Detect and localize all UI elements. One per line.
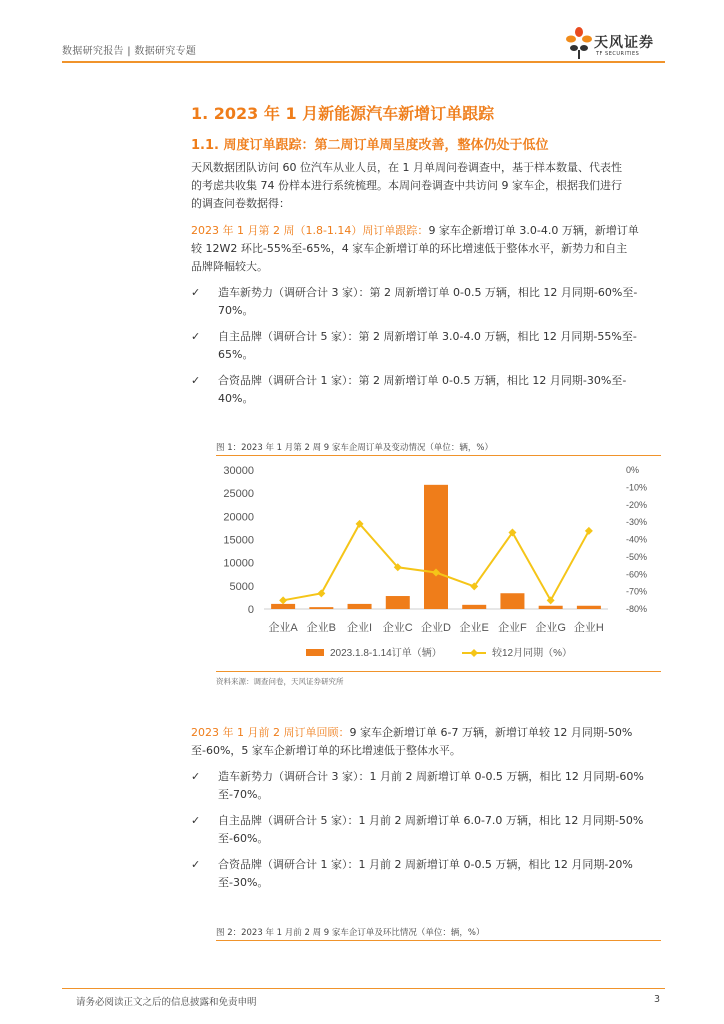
left-axis-tick-label: 25000 [223,488,254,501]
week2-line: 较 12W2 环比-55%至-65%，4 家车企新增订单的环比增速低于整体水平，新势力和自主 [191,242,628,255]
bar-企业C [386,596,410,609]
week2-line1-rest: 9 家车企新增订单 3.0-4.0 万辆，新增订单 [428,224,639,237]
bar-企业A [271,604,295,609]
cumulative-line: 至-60%，5 家车企新增订单的环比增速低于整体水平。 [191,744,461,757]
cumulative-line [191,724,666,742]
yoy-point-企业G [547,596,555,604]
left-axis-tick-label: 30000 [223,465,254,477]
right-axis-tick-label: -70% [626,586,648,597]
week2-lead: 2023 年 1 月第 2 周（1.8-1.14）周订单跟踪： [191,224,429,237]
check-icon: ✓ [191,330,201,343]
bar-企业E [462,605,486,609]
right-axis-tick-label: -30% [626,517,648,528]
cumulative-lead: 2023 年 1 月前 2 周订单回顾： [191,726,350,739]
right-axis-tick-label: -80% [626,604,648,614]
week2-line [191,222,666,240]
bullet-line: 至-70%。 [218,788,269,801]
yoy-point-企业B [317,589,325,597]
intro-line: 的考虑共收集 74 份样本进行系统梳理。本周问卷调查中共访问 9 家车企，根据我们进行 [191,179,622,192]
bullet-line: 合资品牌（调研合计 1 家）：第 2 周新增订单 0-0.5 万辆，相比 12 月同期-30%至- [218,374,627,387]
subsection-heading: 1.1. 周度订单跟踪：第二周订单周呈度改善，整体仍处于低位 [191,138,549,153]
logo-subtitle: TF SECURITIES [596,51,640,57]
header-divider [62,61,665,63]
left-axis-tick-label: 0 [247,604,254,616]
right-axis-tick-label: -50% [626,551,648,562]
left-axis-tick-label: 10000 [223,557,254,570]
bullet-line: 65%。 [218,348,254,361]
legend-bar-label: 2023.1.8-1.14订单（辆） [330,648,442,659]
bullet-line: 自主品牌（调研合计 5 家）：第 2 周新增订单 3.0-4.0 万辆，相比 12 月同期-55%至- [218,330,637,343]
footer-disclaimer: 请务必阅读正文之后的信息披露和免责申明 [76,997,257,1008]
legend-line-label: 较12月同期（%） [492,648,573,659]
bullet-line: 至-30%。 [218,876,269,889]
figure1-source: 资料来源：调查问卷，天风证券研究所 [216,677,344,686]
check-icon: ✓ [191,814,201,827]
legend-bar-swatch [306,649,324,656]
bullet-line: 造车新势力（调研合计 3 家）：1 月前 2 周新增订单 0-0.5 万辆，相比 12 月同期-60% [218,770,644,783]
x-axis-tick-label: 企业B [306,622,337,634]
footer-divider [62,988,665,989]
bullet-line: 合资品牌（调研合计 1 家）：1 月前 2 周新增订单 0-0.5 万辆，相比 12 月同期-20% [218,858,633,871]
bullet-line: 70%。 [218,304,254,317]
bullet-line: 自主品牌（调研合计 5 家）：1 月前 2 周新增订单 6.0-7.0 万辆，相比 12 月同期-50% [218,814,644,827]
logo-name: 天风证券 [594,35,654,51]
figure2-top-rule [216,940,661,941]
bar-企业I [348,604,372,609]
left-axis-tick-label: 15000 [223,534,254,547]
intro-line: 的调查问卷数据得： [191,197,290,210]
bar-企业H [577,606,601,609]
bar-企业B [309,607,333,609]
x-axis-tick-label: 企业H [573,622,604,634]
x-axis-tick-label: 企业D [421,622,451,634]
week2-line: 品牌降幅较大。 [191,260,268,273]
x-axis-tick-label: 企业I [347,622,373,634]
intro-line: 天风数据团队访问 60 位汽车从业人员，在 1 月单周问卷调查中，基于样本数量、代表性 [191,161,622,174]
figure1-bottom-rule [216,671,661,672]
legend-line-marker [470,649,478,657]
left-axis-tick-label: 20000 [223,511,254,524]
cumulative-line1-rest: 9 家车企新增订单 6-7 万辆，新增订单较 12 月同期-50% [349,726,633,739]
intro-paragraph [191,159,666,213]
x-axis-tick-label: 企业E [459,622,489,634]
bullet-line: 造车新势力（调研合计 3 家）：第 2 周新增订单 0-0.5 万辆，相比 12 月同期-60%至- [218,286,638,299]
check-icon: ✓ [191,770,201,783]
company-logo [566,26,676,62]
check-icon: ✓ [191,858,201,871]
tf-flower-logo-icon [566,26,592,60]
orders-chart [216,456,661,670]
check-icon: ✓ [191,374,201,387]
figure2-title: 图 2：2023 年 1 月前 2 周 9 家车企订单及环比情况（单位：辆，%） [216,928,485,938]
left-axis-tick-label: 5000 [229,580,254,593]
week2-paragraph [191,222,666,276]
bar-企业F [500,593,524,609]
right-axis-tick-label: -10% [626,482,648,493]
right-axis-tick-label: -20% [626,499,648,510]
x-axis-tick-label: 企业A [268,622,298,634]
header-breadcrumb: 数据研究报告 | 数据研究专题 [62,46,197,57]
bullet-line: 至-60%。 [218,832,269,845]
x-axis-tick-label: 企业F [498,622,527,634]
right-axis-tick-label: -40% [626,534,648,545]
cumulative-paragraph [191,724,666,760]
right-axis-tick-label: 0% [626,465,640,475]
bar-企业D [424,485,448,609]
bar-企业G [539,606,563,609]
right-axis-tick-label: -60% [626,569,648,580]
check-icon: ✓ [191,286,201,299]
bullet-line: 40%。 [218,392,254,405]
yoy-point-企业A [279,596,287,604]
x-axis-tick-label: 企业C [382,622,413,634]
yoy-point-企业H [585,527,593,535]
page-number: 3 [654,994,661,1005]
x-axis-tick-label: 企业G [535,622,566,634]
figure1-title: 图 1：2023 年 1 月第 2 周 9 家车企周订单及变动情况（单位：辆，%） [216,443,493,453]
section-heading: 1. 2023 年 1 月新能源汽车新增订单跟踪 [191,104,495,123]
